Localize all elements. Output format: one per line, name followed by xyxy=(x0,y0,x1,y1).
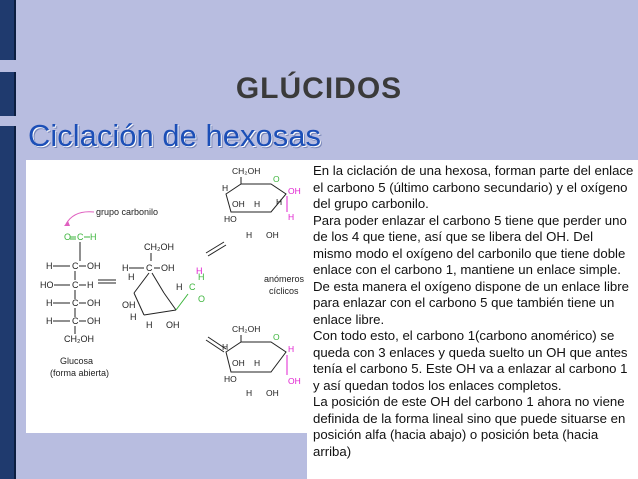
atom-ho: HO xyxy=(40,280,54,290)
atom-h: H xyxy=(222,183,229,193)
atom-ho: HO xyxy=(224,374,237,384)
atom-oh-alpha: OH xyxy=(288,376,301,386)
atom-o-carbonyl: O xyxy=(64,232,72,242)
atom-oh-beta: OH xyxy=(288,186,301,196)
label-carbonyl-group: grupo carbonilo xyxy=(96,207,159,217)
atom-oh: OH xyxy=(232,199,245,209)
atom-h: H xyxy=(87,280,94,290)
bond xyxy=(134,273,149,293)
atom-h-beta: H xyxy=(288,212,295,222)
atom-o-ring: O xyxy=(273,332,280,342)
atom-oh: OH xyxy=(122,300,136,310)
atom-ch2oh: CH₂OH xyxy=(232,324,261,334)
paragraph-1: En la ciclación de una hexosa, forman parte del enlace el carbono 5 (último carbono secundario) y el oxígeno del grupo carbonilo. xyxy=(313,163,634,211)
atom-h: H xyxy=(130,312,137,322)
equilibrium-arrow-upper xyxy=(206,242,226,256)
paragraph-2: Para poder enlazar el carbono 5 tiene que perder uno de los 4 que tiene, así que se libera del OH. Del mismo modo el oxígeno del carbonilo que tiene doble enlace con el carbono 1, mantiene un enlace simple. De esta manera el oxígeno dispone de un enlace libre para enlazar con el carbono 5 que también tiene un enlace libre. xyxy=(313,212,629,327)
atom-oh: OH xyxy=(87,261,101,271)
atom-h: H xyxy=(176,282,183,292)
atom-oh: OH xyxy=(87,316,101,326)
paragraph-3: Con todo esto, el carbono 1(carbono anomérico) se queda con 3 enlaces y queda suelto un OH que antes tenía el carbono 5. Este OH va a enlazar al carbono 1 y así quedan todos los enlaces completos. xyxy=(313,328,628,393)
slide-subtitle: Ciclación de hexosas xyxy=(28,118,321,153)
atom-c4: C xyxy=(72,298,79,308)
bond xyxy=(164,293,176,310)
atom-h1: H xyxy=(90,232,97,242)
paragraph-4: La posición de este OH del carbono 1 ahora no viene definida de la forma lineal sino que puede situarse en posición alfa (hacia abajo) o posición beta (hacia arriba) xyxy=(313,394,626,459)
atom-ho: HO xyxy=(224,214,237,224)
atom-h: H xyxy=(146,320,153,330)
atom-h: H xyxy=(128,272,135,282)
label-cyclic: cíclicos xyxy=(269,286,299,296)
atom-h: H xyxy=(46,261,53,271)
bond xyxy=(176,294,188,310)
atom-oh: OH xyxy=(232,358,245,368)
atom-c5: C xyxy=(72,316,79,326)
decor-bar-top xyxy=(0,0,16,60)
atom-h-migrating: H xyxy=(196,266,203,276)
atom-ch2oh: CH₂OH xyxy=(232,166,261,176)
label-open-form: (forma abierta) xyxy=(50,368,110,378)
atom-oh: OH xyxy=(166,320,180,330)
atom-h-alpha: H xyxy=(288,344,295,354)
hexose-cyclization-diagram xyxy=(26,160,311,400)
label-glucose: Glucosa xyxy=(60,356,94,366)
bond xyxy=(144,310,176,315)
atom-ch2oh: CH₂OH xyxy=(64,334,94,344)
atom-c3: C xyxy=(72,280,79,290)
atom-c1: C xyxy=(77,232,84,242)
atom-c: C xyxy=(146,263,153,273)
atom-h1: H xyxy=(198,272,205,282)
atom-o-ring: O xyxy=(273,174,280,184)
equilibrium-arrow-1 xyxy=(98,280,116,283)
atom-oh: OH xyxy=(266,388,279,398)
slide-title: GLÚCIDOS xyxy=(235,72,403,105)
atom-h: H xyxy=(122,263,129,273)
label-anomers: anómeros xyxy=(264,274,305,284)
explanation-text xyxy=(313,163,635,460)
atom-o: O xyxy=(198,294,206,304)
atom-h: H xyxy=(246,388,253,398)
atom-h: H xyxy=(246,230,253,240)
atom-oh: OH xyxy=(87,298,101,308)
atom-c2: C xyxy=(72,261,79,271)
atom-c1: C xyxy=(189,282,196,292)
decor-bar-bottom xyxy=(0,126,16,479)
atom-h: H xyxy=(46,298,53,308)
atom-h: H xyxy=(276,197,283,207)
atom-ch2oh: CH₂OH xyxy=(144,242,174,252)
bond xyxy=(152,273,164,293)
carbonyl-pointer-arrow xyxy=(66,212,94,224)
atom-h: H xyxy=(46,316,53,326)
atom-oh: OH xyxy=(266,230,279,240)
atom-h: H xyxy=(254,358,261,368)
atom-oh: OH xyxy=(161,263,175,273)
atom-h: H xyxy=(254,199,261,209)
atom-h: H xyxy=(222,342,229,352)
